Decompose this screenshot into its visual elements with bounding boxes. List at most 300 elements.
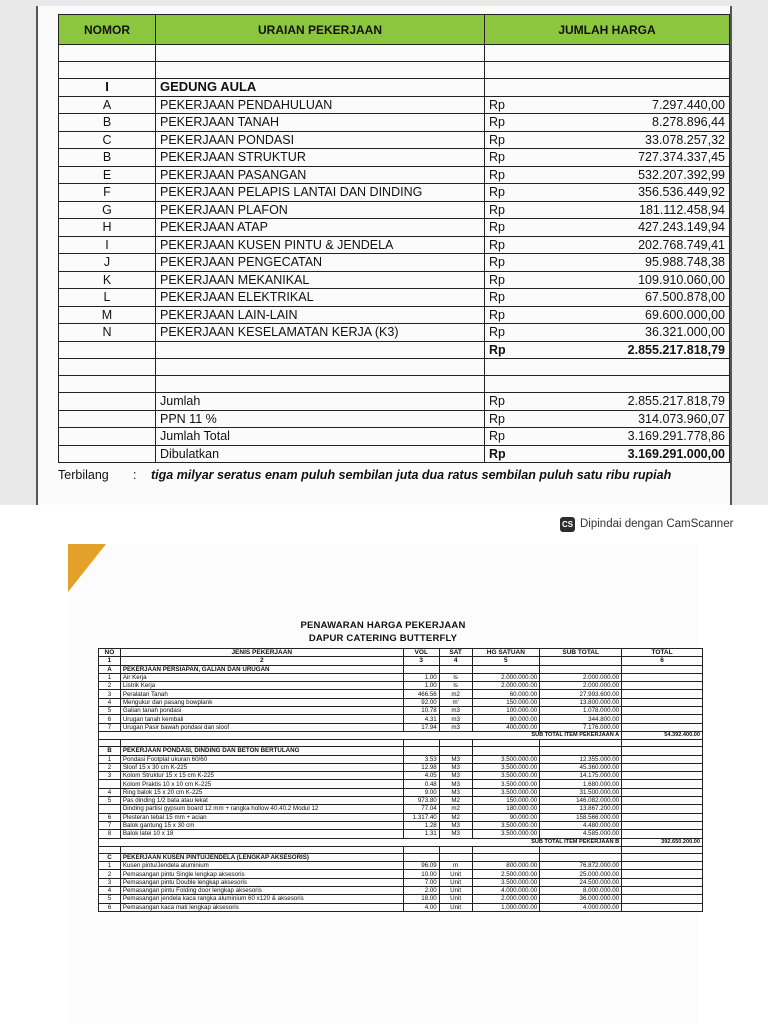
item-unit: M3 [439,788,472,796]
row-currency: Rp [485,166,608,184]
item-subtotal: 45.360.000.00 [540,763,622,771]
empty-cell [485,79,608,97]
section-row [99,747,703,755]
section-number: I [59,79,156,97]
row-name: PEKERJAAN ELEKTRIKAL [156,289,485,307]
row-name: PEKERJAAN LAIN-LAIN [156,306,485,324]
table-row [99,821,703,829]
item-number: 5 [99,707,121,715]
blank-row [59,359,730,376]
column-number: 5 [472,657,540,665]
empty-cell [607,79,730,97]
row-amount: 95.988.748,38 [607,254,730,272]
item-unit: Unit [439,895,472,903]
empty-cell [607,359,730,376]
row-amount: 427.243.149,94 [607,219,730,237]
row-amount: 109.910.060,00 [607,271,730,289]
item-volume: 96.09 [403,862,439,870]
item-volume: 1.317.40 [403,813,439,821]
item-unit-price: 100.000.00 [472,707,540,715]
empty-cell [485,62,608,79]
table-row [99,830,703,838]
table-row [99,797,703,805]
camscanner-watermark [560,514,733,534]
item-name: Balok latei 10 x 18 [120,830,403,838]
empty-cell [156,45,485,62]
item-name: Kolom Praktis 10 x 10 cm K-225 [120,780,403,788]
item-name: Pas dinding 1/2 bata atau lekat [120,797,403,805]
row-amount: 356.536.449,92 [607,184,730,202]
empty-cell [485,376,608,393]
item-name: Pondasi Footplat ukuran 60/60 [120,755,403,763]
column-number: 3 [403,657,439,665]
section-subtotal-label: SUB TOTAL ITEM PEKERJAAN A [99,731,622,739]
table-row [99,723,703,731]
item-volume: 2.00 [403,887,439,895]
table-row [99,805,703,813]
item-volume: 4.00 [403,903,439,911]
blank-row [59,62,730,79]
item-number: 1 [99,862,121,870]
item-subtotal: 4.585.000.00 [540,830,622,838]
row-name: PEKERJAAN PELAPIS LANTAI DAN DINDING [156,184,485,202]
summary-label: Dibulatkan [156,445,485,463]
item-subtotal: 25.000.000.00 [540,870,622,878]
empty-cell [622,903,703,911]
terbilang-colon: : [133,468,137,482]
row-name: PEKERJAAN PENGECATAN [156,254,485,272]
table-row [59,201,730,219]
table-row [99,887,703,895]
item-unit-price: 1.000.000.00 [472,903,540,911]
item-volume: 0.48 [403,780,439,788]
table-row [99,903,703,911]
empty-cell [439,740,472,747]
header-uraian: URAIAN PEKERJAAN [156,15,485,45]
empty-cell [403,740,439,747]
column-number: 1 [99,657,121,665]
item-number: 8 [99,830,121,838]
item-unit: Unit [439,878,472,886]
row-amount: 532.207.392,99 [607,166,730,184]
empty-cell [622,821,703,829]
summary-currency: Rp [485,393,608,411]
column-number: 4 [439,657,472,665]
item-subtotal: 24.500.000.00 [540,878,622,886]
item-subtotal: 31.500.000.00 [540,788,622,796]
item-unit-price: 3.500.000.00 [472,763,540,771]
item-unit-price: 90.000.00 [472,813,540,821]
empty-cell [607,45,730,62]
row-number: K [59,271,156,289]
item-name: Kolom Struktur 15 x 15 cm K-225 [120,772,403,780]
section-row [99,853,703,861]
table-row [99,698,703,706]
item-number [99,805,121,813]
empty-cell [622,772,703,780]
item-unit-price: 80.000.00 [472,715,540,723]
table-row [59,114,730,132]
row-amount: 202.768.749,41 [607,236,730,254]
table-row [99,878,703,886]
empty-cell [120,740,403,747]
top-document-paper [36,6,732,505]
gap-row [99,740,703,747]
item-unit: m3 [439,723,472,731]
table-row [59,131,730,149]
row-amount: 727.374.337,45 [607,149,730,167]
empty-cell [403,846,439,853]
row-currency: Rp [485,324,608,342]
item-number: 6 [99,715,121,723]
row-number: L [59,289,156,307]
section-name: PEKERJAAN PERSIAPAN, GALIAN DAN URUGAN [120,665,403,673]
row-name: PEKERJAAN PASANGAN [156,166,485,184]
row-number: F [59,184,156,202]
item-volume: 4.05 [403,772,439,780]
item-unit-price: 60.000.00 [472,690,540,698]
camscanner-logo-icon: CS [560,517,575,532]
empty-cell [622,665,703,673]
column-header: HG SATUAN [472,649,540,657]
row-name: PEKERJAAN ATAP [156,219,485,237]
empty-cell [156,376,485,393]
empty-cell [59,376,156,393]
item-name: Kusen pintu/Jendela aluminium [120,862,403,870]
item-volume: 973.80 [403,797,439,805]
empty-cell [622,853,703,861]
row-number: C [59,131,156,149]
folded-corner [68,544,106,592]
empty-cell [622,797,703,805]
table-row [99,763,703,771]
row-currency: Rp [485,149,608,167]
table-row [99,682,703,690]
gap-row [99,846,703,853]
item-subtotal: 1.680.000.00 [540,780,622,788]
item-subtotal: 1.078.000.00 [540,707,622,715]
summary-label: Jumlah [156,393,485,411]
item-unit: m3 [439,715,472,723]
item-unit: M3 [439,772,472,780]
item-unit-price: 2.000.000.00 [472,673,540,681]
table-row [99,715,703,723]
item-subtotal: 76.872.000.00 [540,862,622,870]
row-name: PEKERJAAN MEKANIKAL [156,271,485,289]
empty-cell [59,341,156,359]
item-subtotal: 27.993.600.00 [540,690,622,698]
item-volume: 9.00 [403,788,439,796]
item-number: 5 [99,797,121,805]
empty-cell [622,723,703,731]
empty-cell [540,846,622,853]
item-number: 4 [99,788,121,796]
table-row [59,271,730,289]
empty-cell [403,747,439,755]
item-subtotal: 2.000.000.00 [540,682,622,690]
empty-cell [540,665,622,673]
empty-cell [156,341,485,359]
item-volume: 18.00 [403,895,439,903]
subtotal-amount: 2.855.217.818,79 [607,341,730,359]
table-row [59,96,730,114]
section-name: GEDUNG AULA [156,79,485,97]
item-subtotal: 4.480.000.00 [540,821,622,829]
terbilang-label: Terbilang [58,468,109,482]
item-unit: M3 [439,830,472,838]
item-name: Air Kerja [120,673,403,681]
table-row [99,707,703,715]
item-number: 4 [99,887,121,895]
item-volume: 7.00 [403,878,439,886]
empty-cell [622,755,703,763]
item-subtotal: 158.566.000.00 [540,813,622,821]
row-number: B [59,149,156,167]
column-header: JENIS PEKERJAAN [120,649,403,657]
empty-cell [622,887,703,895]
empty-cell [403,853,439,861]
row-name: PEKERJAAN PONDASI [156,131,485,149]
row-name: PEKERJAAN PLAFON [156,201,485,219]
empty-cell [439,747,472,755]
table-row [59,289,730,307]
item-number: 1 [99,673,121,681]
row-number: B [59,114,156,132]
item-unit-price: 150.000.00 [472,698,540,706]
empty-cell [622,707,703,715]
item-name: Peralatan Tanah [120,690,403,698]
empty-cell [439,846,472,853]
row-number: H [59,219,156,237]
row-number: N [59,324,156,342]
table-header [59,15,730,45]
empty-cell [540,853,622,861]
row-amount: 67.500.878,00 [607,289,730,307]
table-row [99,755,703,763]
section-subtotal-value: 54.392.400.00 [622,731,703,739]
column-header: SAT [439,649,472,657]
item-unit-price: 800.000.00 [472,862,540,870]
item-name: Sloof 15 x 30 cm K-225 [120,763,403,771]
empty-cell [120,846,403,853]
empty-cell [622,673,703,681]
item-name: Pemasangan kaca mati lengkap aksesoris [120,903,403,911]
empty-cell [622,763,703,771]
item-name: Balok gantung 15 x 30 cm [120,821,403,829]
table-row [99,862,703,870]
terbilang-line [58,468,671,482]
item-number: 3 [99,690,121,698]
item-unit: M3 [439,821,472,829]
section-number: B [99,747,121,755]
summary-row [59,428,730,446]
item-name: Pemasangan pintu Single lengkap aksesoris [120,870,403,878]
empty-cell [472,665,540,673]
empty-cell [622,715,703,723]
empty-cell [622,813,703,821]
column-number: 6 [622,657,703,665]
empty-cell [485,45,608,62]
summary-currency: Rp [485,428,608,446]
item-unit: M3 [439,763,472,771]
item-unit-price: 3.500.000.00 [472,878,540,886]
section-row [59,79,730,97]
table-row [59,219,730,237]
item-name: Pemasangan pintu Double lengkap aksesoris [120,878,403,886]
summary-amount: 3.169.291.000,00 [607,445,730,463]
bottom-document-photo [68,544,698,1024]
item-unit: M3 [439,755,472,763]
item-unit-price: 2.000.000.00 [472,682,540,690]
row-amount: 69.600.000,00 [607,306,730,324]
row-currency: Rp [485,184,608,202]
item-number: 7 [99,821,121,829]
item-volume: 17.94 [403,723,439,731]
row-number: J [59,254,156,272]
row-currency: Rp [485,201,608,219]
row-amount: 7.297.440,00 [607,96,730,114]
item-volume: 12.98 [403,763,439,771]
section-subtotal-value: 392.650.200.00 [622,838,703,846]
item-subtotal: 146.082.000.00 [540,797,622,805]
empty-cell [607,62,730,79]
blank-row [59,45,730,62]
item-number: 3 [99,772,121,780]
empty-cell [59,410,156,428]
column-header: NO [99,649,121,657]
column-number [540,657,622,665]
item-unit: ls [439,682,472,690]
item-volume: 1.28 [403,821,439,829]
item-unit-price: 150.000.00 [472,797,540,805]
item-unit: Unit [439,903,472,911]
empty-cell [622,895,703,903]
row-name: PEKERJAAN PENDAHULUAN [156,96,485,114]
item-unit: m2 [439,690,472,698]
summary-amount: 3.169.291.778,86 [607,428,730,446]
empty-cell [472,853,540,861]
item-unit: m' [439,698,472,706]
item-name: Ring balok 15 x 20 cm K-225 [120,788,403,796]
summary-currency: Rp [485,410,608,428]
item-subtotal: 13.800.000.00 [540,698,622,706]
table-row [99,788,703,796]
item-number [99,780,121,788]
item-unit-price: 2.500.000.00 [472,870,540,878]
row-number: M [59,306,156,324]
row-name: PEKERJAAN KUSEN PINTU & JENDELA [156,236,485,254]
row-currency: Rp [485,114,608,132]
item-unit: m [439,862,472,870]
item-volume: 1.00 [403,682,439,690]
row-number: A [59,96,156,114]
table-header [99,649,703,657]
item-number: 3 [99,878,121,886]
item-name: Listrik Kerja [120,682,403,690]
summary-row [59,445,730,463]
item-unit-price: 3.500.000.00 [472,788,540,796]
item-name: Galian tanah pondasi [120,707,403,715]
item-name: Pemasangan jendela kaca rangka aluminium 60 x120 & aksesoris [120,895,403,903]
table-row [59,166,730,184]
row-amount: 181.112.458,94 [607,201,730,219]
empty-cell [59,393,156,411]
table-row [99,780,703,788]
cost-summary-table [58,14,730,463]
item-unit-price: 4.000.000.00 [472,887,540,895]
table-row [99,673,703,681]
row-amount: 36.321.000,00 [607,324,730,342]
item-number: 2 [99,682,121,690]
item-volume: 3.53 [403,755,439,763]
row-currency: Rp [485,236,608,254]
row-currency: Rp [485,219,608,237]
empty-cell [59,428,156,446]
empty-cell [59,45,156,62]
item-unit-price: 3.500.000.00 [472,780,540,788]
subtotal-row [59,341,730,359]
row-number: E [59,166,156,184]
empty-cell [59,62,156,79]
empty-cell [622,780,703,788]
item-unit: Unit [439,870,472,878]
table-row [59,236,730,254]
row-currency: Rp [485,306,608,324]
item-volume: 466.56 [403,690,439,698]
empty-cell [622,846,703,853]
row-number: G [59,201,156,219]
item-volume: 77.04 [403,805,439,813]
item-number: 6 [99,813,121,821]
empty-cell [472,747,540,755]
item-subtotal: 7.176.000.00 [540,723,622,731]
empty-cell [622,788,703,796]
row-name: PEKERJAAN STRUKTUR [156,149,485,167]
item-unit: ls [439,673,472,681]
item-volume: 4.31 [403,715,439,723]
empty-cell [622,878,703,886]
terbilang-value: tiga milyar seratus enam puluh sembilan juta dua ratus sembilan puluh satu ribu rupiah [151,468,672,482]
item-unit-price: 3.500.000.00 [472,755,540,763]
empty-cell [622,690,703,698]
section-name: PEKERJAAN KUSEN PINTU/JENDELA (LENGKAP AKSESORIS) [120,853,403,861]
row-currency: Rp [485,131,608,149]
summary-label: Jumlah Total [156,428,485,446]
item-unit: M3 [439,780,472,788]
empty-cell [622,682,703,690]
section-subtotal-row [99,731,703,739]
row-amount: 8.278.896,44 [607,114,730,132]
empty-cell [439,853,472,861]
column-header: TOTAL [622,649,703,657]
empty-cell [99,846,121,853]
item-subtotal: 13.867.200.00 [540,805,622,813]
item-name: Mengukur dan pasang bowplank [120,698,403,706]
empty-cell [99,740,121,747]
empty-cell [156,359,485,376]
item-unit-price: 3.500.000.00 [472,821,540,829]
blank-row [59,376,730,393]
item-number: 2 [99,870,121,878]
table-row [99,870,703,878]
item-unit: M2 [439,797,472,805]
item-subtotal: 344.800.00 [540,715,622,723]
item-name: Pemasangan pintu Folding door lengkap aksesoris [120,887,403,895]
row-currency: Rp [485,96,608,114]
empty-cell [472,846,540,853]
summary-row [59,410,730,428]
header-nomor: NOMOR [59,15,156,45]
